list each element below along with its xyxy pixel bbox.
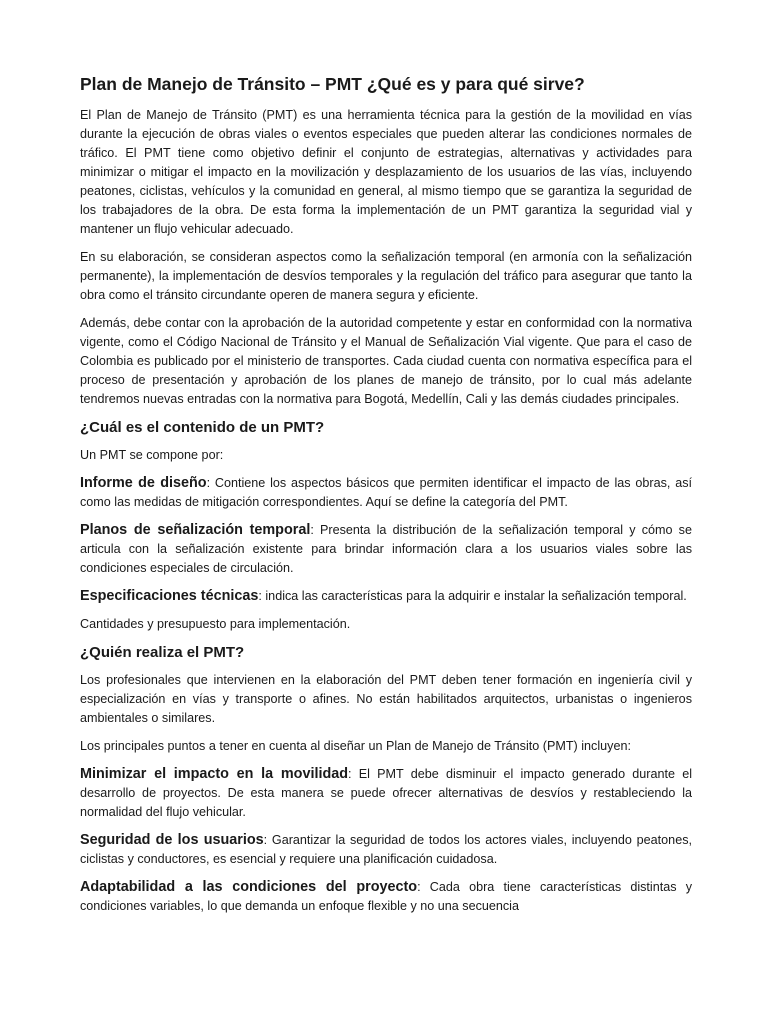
key-point-movilidad bbox=[80, 765, 692, 822]
intro-paragraph-2: En su elaboración, se consideran aspectos como la señalización temporal (en armonía con la señalización permanente), la implementación de desvíos temporales y la regulación del tráfico para asegurar que tanto la obra como el tránsito circundante operen de manera segura y eficiente. bbox=[80, 250, 692, 302]
key-point-text: : El PMT debe disminuir el impacto generado durante el desarrollo de proyectos. De esta manera se puede ofrecer alternativas de desvíos y restableciendo la normalidad del flujo vehicular. bbox=[80, 767, 692, 819]
document-title: Plan de Manejo de Tránsito – PMT ¿Qué es y para qué sirve? bbox=[80, 74, 585, 94]
content-item-informe bbox=[80, 474, 692, 512]
intro-paragraph-3: Además, debe contar con la aprobación de la autoridad competente y estar en conformidad con la normativa vigente, como el Código Nacional de Tránsito y el Manual de Señalización Vial vigente. Que para el caso de Colombia es publicado por el ministerio de transportes. Cada ciudad cuenta con normativa específica para el proceso de presentación y aprobación de los planes de manejo de tránsito, por lo cual más adelante tendremos nuevas entradas con la normativa para Bogotá, Medellín, Cali y las demás ciudades principales. bbox=[80, 316, 692, 406]
content-item-text: : Presenta la distribución de la señalización temporal y cómo se articula con la señalización existente para brindar información clara a los usuarios viales sobre las condiciones especiales de circulación. bbox=[80, 523, 692, 575]
content-item-term: Informe de diseño bbox=[80, 475, 207, 491]
content-item-planos bbox=[80, 521, 692, 578]
section-who-paragraph: Los profesionales que intervienen en la elaboración del PMT deben tener formación en ingeniería civil y especialización en vías y transporte o afines. No están habilitados arquitectos, urbanistas o ingenieros ambientales o similares. bbox=[80, 673, 692, 725]
content-item-text: : indica las características para la adquirir e instalar la señalización temporal. bbox=[258, 589, 687, 603]
section-heading-content: ¿Cuál es el contenido de un PMT? bbox=[80, 419, 325, 436]
content-item-especificaciones bbox=[80, 587, 692, 606]
section-content-closing: Cantidades y presupuesto para implementación. bbox=[80, 617, 351, 631]
section-who-lead: Los principales puntos a tener en cuenta al diseñar un Plan de Manejo de Tránsito (PMT) incluyen: bbox=[80, 739, 631, 753]
intro-paragraph-1: El Plan de Manejo de Tránsito (PMT) es una herramienta técnica para la gestión de la movilidad en vías durante la ejecución de obras viales o eventos especiales que pueden alterar las condiciones normales de tráfico. El PMT tiene como objetivo definir el conjunto de estrategias, alternativas y actividades para minimizar o mitigar el impacto en la movilización y desplazamiento de los usuarios de las vías, incluyendo peatones, ciclistas, vehículos y la comunidad en general, al mismo tiempo que se garantiza la seguridad de los trabajadores de la obra. De esta forma la implementación de un PMT garantiza la seguridad vial y mantener un flujo vehicular adecuado. bbox=[80, 108, 692, 236]
content-item-text: : Contiene los aspectos básicos que permiten identificar el impacto de las obras, así como las medidas de mitigación correspondientes. Aquí se define la categoría del PMT. bbox=[80, 476, 692, 509]
section-content-lead: Un PMT se compone por: bbox=[80, 448, 224, 462]
key-point-term: Minimizar el impacto en la movilidad bbox=[80, 766, 349, 782]
content-item-term: Especificaciones técnicas bbox=[80, 588, 259, 604]
section-heading-who: ¿Quién realiza el PMT? bbox=[80, 644, 245, 661]
key-point-text: : Cada obra tiene características distintas y condiciones variables, lo que demanda un enfoque flexible y no una secuencia bbox=[80, 880, 692, 913]
key-point-term: Seguridad de los usuarios bbox=[80, 832, 264, 848]
key-point-term: Adaptabilidad a las condiciones del proyecto bbox=[80, 879, 418, 895]
key-point-text: : Garantizar la seguridad de todos los actores viales, incluyendo peatones, ciclistas y conductores, es esencial y requiere una planificación cuidadosa. bbox=[80, 833, 692, 866]
content-item-term: Planos de señalización temporal bbox=[80, 522, 311, 538]
key-point-seguridad bbox=[80, 831, 692, 869]
key-point-adaptabilidad bbox=[80, 878, 692, 916]
